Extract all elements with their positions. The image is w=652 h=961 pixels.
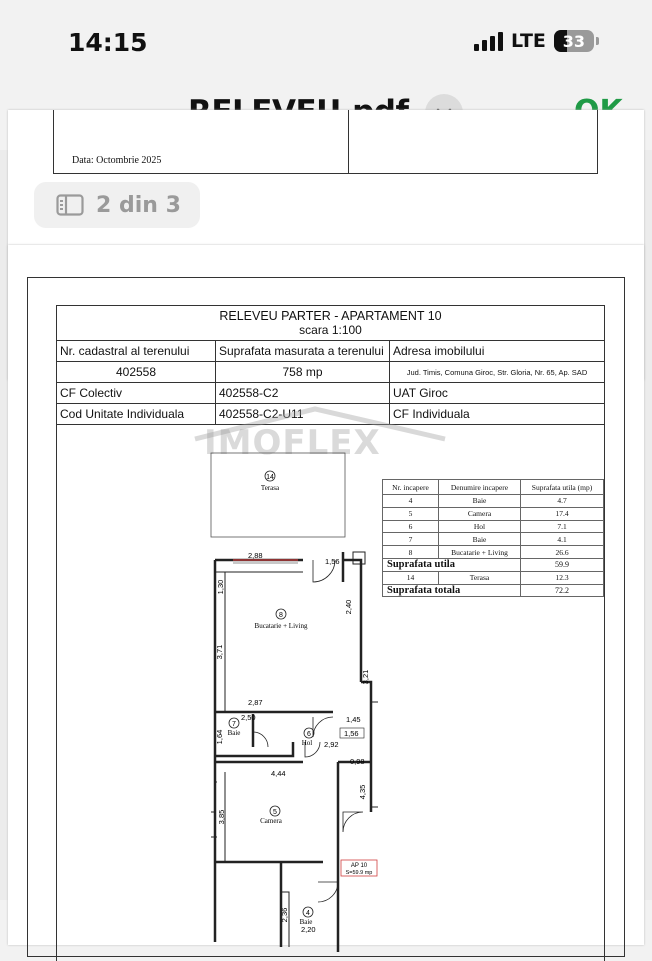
table-cell: 402558-C2 <box>216 383 390 404</box>
battery-icon <box>554 30 594 52</box>
pdf-viewer[interactable] <box>0 150 652 934</box>
useful-area-label: Suprafata utila <box>383 558 521 571</box>
terasa-label: Terasa <box>260 484 280 492</box>
header-title-cell <box>57 306 605 341</box>
dim-371: 3,71 <box>215 644 224 660</box>
ap-number: AP 10 <box>350 863 368 869</box>
dim-287: 2,87 <box>248 698 263 707</box>
dim-292: 2,92 <box>324 740 339 749</box>
table-header: Nr. incapere <box>383 480 439 495</box>
room-5-label: Camera <box>260 817 282 825</box>
table-cell: 14 <box>383 571 439 584</box>
table-cell: 758 mp <box>216 362 390 383</box>
table-row <box>383 520 604 533</box>
room-7-label: Baie <box>227 729 241 737</box>
dim-220: 2,20 <box>301 925 316 934</box>
sidebar-icon <box>56 194 84 216</box>
dim-145: 1,45 <box>346 715 361 724</box>
status-indicators <box>474 30 599 52</box>
plan-title: RELEVEU PARTER - APARTAMENT 10 <box>219 309 442 323</box>
table-cell: Camera <box>439 507 521 520</box>
watermark: IMOFLEX <box>204 423 381 463</box>
table-cell: Hol <box>439 520 521 533</box>
dim-098: 0,98 <box>350 757 365 766</box>
room-4-label: Baie <box>299 918 313 926</box>
table-cell: 4 <box>383 495 439 508</box>
table-header: Suprafata utila (mp) <box>521 480 604 495</box>
table-cell: 8 <box>383 546 439 559</box>
terasa-number: 14 <box>266 474 274 481</box>
room-6-label: Hol <box>301 739 313 747</box>
table-cell: Terasa <box>439 571 521 584</box>
dim-288: 2,88 <box>248 551 263 560</box>
ap-area: S=59.9 mp <box>345 870 373 876</box>
terrace <box>211 453 345 537</box>
status-bar <box>0 0 652 88</box>
pdf-page-2 <box>8 245 644 945</box>
table-cell: 402558 <box>57 362 216 383</box>
room-8-number: 8 <box>279 612 283 619</box>
table-cell: Cod Unitate Individuala <box>57 404 216 425</box>
dim-435: 4,35 <box>358 784 367 800</box>
table-row <box>383 507 604 520</box>
table-row <box>383 533 604 546</box>
table-cell: 7 <box>383 533 439 546</box>
useful-area-value: 59.9 <box>521 558 604 571</box>
page-indicator-label: 2 din 3 <box>96 192 181 218</box>
signal-icon <box>474 31 503 51</box>
dim-444: 4,44 <box>271 769 286 778</box>
room-8-label: Bucatarie + Living <box>254 622 308 630</box>
dim-385: 3,85 <box>217 809 226 825</box>
battery-percent: 33 <box>562 31 586 51</box>
dim-130: 1,30 <box>216 579 225 595</box>
apartment-label <box>341 860 377 876</box>
table-row <box>383 495 604 508</box>
table-cell: Nr. cadastral al terenului <box>57 341 216 362</box>
table-cell: CF Individuala <box>390 404 605 425</box>
table-cell: 12.3 <box>521 571 604 584</box>
table-cell: 4.7 <box>521 495 604 508</box>
table-cell: 4.1 <box>521 533 604 546</box>
page-indicator[interactable] <box>34 182 200 228</box>
table-cell: Adresa imobilului <box>390 341 605 362</box>
useful-area-row <box>383 558 604 571</box>
table-cell: Bucatarie + Living <box>439 546 521 559</box>
page1-date: Data: Octombrie 2025 <box>72 155 162 166</box>
table-cell: 6 <box>383 520 439 533</box>
room-5-number: 5 <box>273 809 277 816</box>
table-cell: Baie <box>439 533 521 546</box>
room-labels <box>228 609 314 926</box>
dim-240: 2,40 <box>344 599 353 615</box>
table-cell: 402558-C2-U11 <box>216 404 390 425</box>
dim-250: 2,50 <box>241 713 256 722</box>
table-header: Denumire incapere <box>439 480 521 495</box>
dim-156a: 1,56 <box>325 557 340 566</box>
table-row <box>383 571 604 584</box>
dim-236: 2,36 <box>280 907 289 923</box>
room-7-number: 7 <box>232 721 236 728</box>
room-4-number: 4 <box>306 910 310 917</box>
table-cell: 7.1 <box>521 520 604 533</box>
table-cell: Baie <box>439 495 521 508</box>
table-cell: 26.6 <box>521 546 604 559</box>
table-cell: UAT Giroc <box>390 383 605 404</box>
table-cell: CF Colectiv <box>57 383 216 404</box>
floor-plan <box>193 452 383 952</box>
battery-tip <box>596 37 599 45</box>
plan-scale: scara 1:100 <box>299 323 362 337</box>
table-row <box>383 546 604 559</box>
total-area-label: Suprafata totala <box>383 584 521 597</box>
table-cell: Jud. Timis, Comuna Giroc, Str. Gloria, Nr. 65, Ap. SAD <box>390 362 605 383</box>
table-cell: Suprafata masurata a terenului <box>216 341 390 362</box>
table-cell: 5 <box>383 507 439 520</box>
table-cell: 17.4 <box>521 507 604 520</box>
dim-164: 1,64 <box>215 729 224 745</box>
total-area-row <box>383 584 604 597</box>
dim-156b: 1,56 <box>344 729 359 738</box>
network-type: LTE <box>511 30 546 52</box>
clock: 14:15 <box>68 28 148 57</box>
room-6-number: 6 <box>307 731 311 738</box>
rooms-table <box>382 479 604 597</box>
dim-321: 3,21 <box>361 669 370 685</box>
total-area-value: 72.2 <box>521 584 604 597</box>
